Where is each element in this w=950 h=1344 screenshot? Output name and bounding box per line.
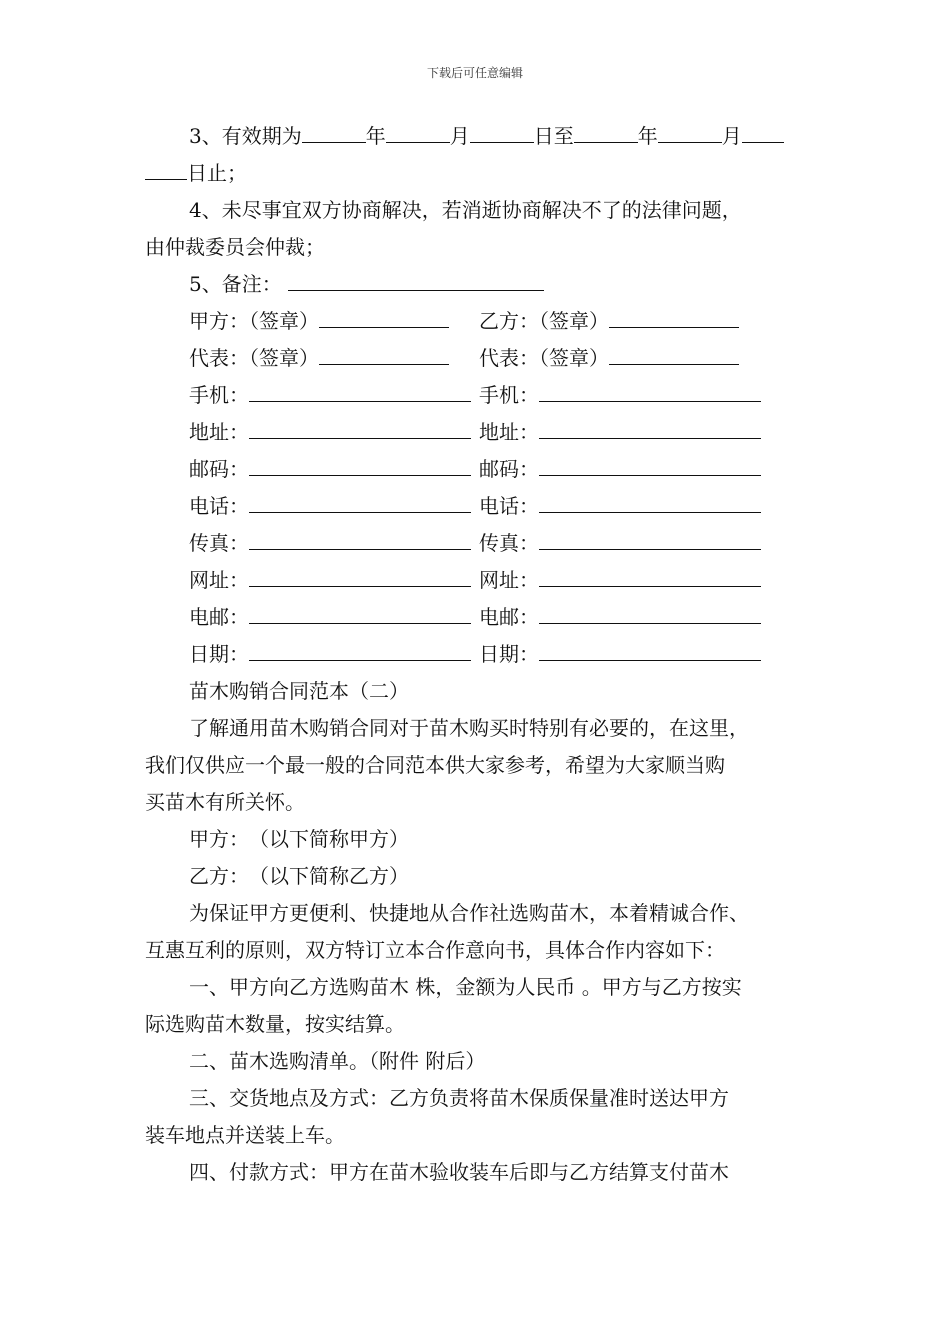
contact-left-label: 网址： [189,568,249,592]
signature-right-blank [609,342,739,365]
contact-right [479,451,761,488]
contact-right-label: 邮码： [479,457,539,481]
blank-start-year [302,120,366,143]
contact-row [145,525,815,562]
contact-left [189,414,479,451]
party-a: 甲方： （以下简称甲方） [189,827,409,851]
contact-row [145,636,815,673]
contact-info-rows [145,377,815,673]
contact-row [145,414,815,451]
blank-start-day [470,120,534,143]
contact-right-blank [539,416,761,439]
clause-4-line-1: 4、未尽事宜双方协商解决，若消逝协商解决不了的法律问题， [189,198,742,222]
contact-right [479,525,761,562]
contact-left-blank [249,564,471,587]
contact-right-label: 传真： [479,531,539,555]
signature-left-blank [319,305,449,328]
signature-right [479,340,739,377]
contact-left-label: 手机： [189,383,249,407]
contact-left-label: 日期： [189,642,249,666]
item-1-line-2: 际选购苗木数量，按实结算。 [145,1012,405,1036]
clause-5 [145,266,815,303]
contact-right-blank [539,638,761,661]
signature-right-label: 代表：（签章） [479,346,609,370]
contact-right [479,488,761,525]
contact-left-label: 电话： [189,494,249,518]
contact-right-label: 电邮： [479,605,539,629]
contact-right [479,414,761,451]
contact-row [145,562,815,599]
contact-right-blank [539,601,761,624]
contact-left-label: 地址： [189,420,249,444]
contact-row [145,451,815,488]
signature-right-label: 乙方：（签章） [479,309,609,333]
contact-left [189,451,479,488]
contact-right-label: 手机： [479,383,539,407]
page-header: 下载后可任意编辑 [426,66,523,80]
signature-left-blank [319,342,449,365]
remarks-label: 5、备注： [189,272,282,296]
remarks-blank [288,268,544,291]
contact-left [189,525,479,562]
contact-right [479,636,761,673]
contact-row [145,599,815,636]
intro-line-3: 买苗木有所关怀。 [145,790,305,814]
signature-left [189,340,479,377]
contact-right-label: 地址： [479,420,539,444]
contact-left-blank [249,601,471,624]
item-2: 二、苗木选购清单。（附件 附后） [189,1049,486,1073]
signature-left-label: 代表：（签章） [189,346,319,370]
month-label: 月 [449,124,470,148]
contact-right-blank [539,379,761,402]
contact-row [145,377,815,414]
clause-4-line-2: 由仲裁委员会仲裁； [145,235,325,259]
item-4-line-1: 四、付款方式：甲方在苗木验收装车后即与乙方结算支付苗木 [189,1160,729,1184]
contact-left [189,377,479,414]
signature-right-blank [609,305,739,328]
contact-right-blank [539,564,761,587]
clause-3-end: 日止； [187,161,247,185]
item-3-line-1: 三、交货地点及方式：乙方负责将苗木保质保量准时送达甲方 [189,1086,729,1110]
contact-left [189,488,479,525]
contact-left-blank [249,490,471,513]
intro-line-1: 了解通用苗木购销合同对于苗木购买时特别有必要的，在这里， [189,716,749,740]
signature-right [479,303,739,340]
contact-right-blank [539,527,761,550]
contact-right-blank [539,453,761,476]
contact-left-blank [249,638,471,661]
intro-line-2: 我们仅供应一个最一般的合同范本供大家参考，希望为大家顺当购 [145,753,725,777]
month-label-2: 月 [721,124,742,148]
contact-left [189,562,479,599]
clause-3-line-1 [145,118,815,155]
blank-end-month [658,120,722,143]
document-body [145,118,815,1191]
day-to-label: 日至 [533,124,574,148]
contact-left-label: 邮码： [189,457,249,481]
contact-right [479,599,761,636]
signature-row [145,340,815,377]
signature-left [189,303,479,340]
contact-left [189,599,479,636]
year-label: 年 [365,124,386,148]
party-b: 乙方： （以下简称乙方） [189,864,409,888]
year-label-2: 年 [637,124,658,148]
section-title: 苗木购销合同范本（二） [189,679,409,703]
item-3-line-2: 装车地点并送装上车。 [145,1123,345,1147]
contact-left-blank [249,379,471,402]
blank-start-month [386,120,450,143]
blank-end-day-b [145,157,187,180]
clause-3-line-2 [145,155,815,192]
item-1-line-1: 一、甲方向乙方选购苗木 株，金额为人民币 。甲方与乙方按实 [189,975,742,999]
purpose-line-2: 互惠互利的原则，双方特订立本合作意向书，具体合作内容如下： [145,938,725,962]
contact-left-blank [249,527,471,550]
purpose-line-1: 为保证甲方更便利、快捷地从合作社选购苗木，本着精诚合作、 [189,901,749,925]
clause-3-text: 3、有效期为 [189,124,302,148]
contact-left-blank [249,453,471,476]
contact-row [145,488,815,525]
contact-left [189,636,479,673]
contact-right-label: 电话： [479,494,539,518]
contact-right-label: 日期： [479,642,539,666]
contact-left-blank [249,416,471,439]
contact-left-label: 电邮： [189,605,249,629]
signature-left-label: 甲方：（签章） [189,309,319,333]
blank-end-day-a [742,120,784,143]
contact-left-label: 传真： [189,531,249,555]
signature-row [145,303,815,340]
contact-right-label: 网址： [479,568,539,592]
contact-right-blank [539,490,761,513]
blank-end-year [574,120,638,143]
contact-right [479,377,761,414]
contact-right [479,562,761,599]
signature-rows [145,303,815,377]
